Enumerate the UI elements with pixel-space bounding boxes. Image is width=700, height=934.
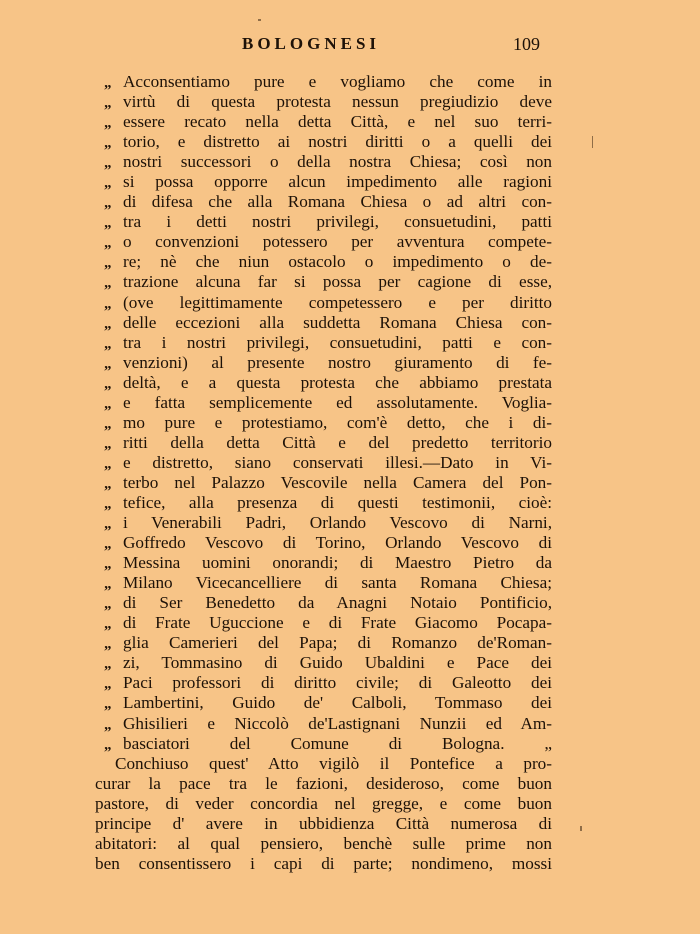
- line-text: terbo nel Palazzo Vescovile nella Camera del Pon-: [123, 472, 552, 492]
- quote-mark: „: [104, 636, 112, 653]
- text-line: [92, 533, 552, 553]
- line-text: basciatori del Comune di Bologna. „: [123, 733, 552, 753]
- quote-mark: „: [104, 716, 112, 733]
- quote-mark: „: [104, 375, 112, 392]
- line-text: ritti della detta Città e del predetto territorio: [123, 432, 552, 452]
- line-text: nostri successori o della nostra Chiesa; così non: [123, 152, 552, 172]
- quote-mark: „: [104, 596, 112, 613]
- quote-mark: „: [104, 475, 112, 492]
- quote-mark: „: [104, 195, 112, 212]
- text-line: [92, 754, 552, 774]
- line-text: e fatta semplicemente ed assolutamente. Voglia-: [123, 392, 552, 412]
- page-number: 109: [513, 34, 540, 54]
- line-text: Acconsentiamo pure e vogliamo che come in: [123, 72, 552, 91]
- line-text: pastore, di veder concordia nel gregge, e come buon: [95, 793, 552, 813]
- line-text: virtù di questa protesta nessun pregiudizio deve: [123, 92, 552, 112]
- quote-mark: „: [104, 576, 112, 593]
- quote-mark: „: [104, 656, 112, 673]
- quote-mark: „: [104, 536, 112, 553]
- quote-mark: „: [104, 115, 112, 132]
- quote-mark: „: [104, 295, 112, 312]
- line-text: tra i nostri privilegi, consuetudini, patti e con-: [123, 332, 552, 352]
- text-line: [92, 714, 552, 734]
- line-text: glia Camerieri del Papa; di Romanzo de'Roman-: [123, 633, 552, 653]
- text-line: [92, 212, 552, 232]
- quote-mark: „: [104, 95, 112, 112]
- line-text: zi, Tommasino di Guido Ubaldini e Pace dei: [123, 653, 552, 673]
- line-text: deltà, e a questa protesta che abbiamo prestata: [123, 372, 552, 392]
- quote-mark: „: [104, 315, 112, 332]
- line-text: di Ser Benedetto da Anagni Notaio Pontificio,: [123, 593, 552, 613]
- text-line: [92, 693, 552, 713]
- text-line: [92, 593, 552, 613]
- text-line: [92, 473, 552, 493]
- line-text: Lambertini, Guido de' Calboli, Tommaso dei: [123, 693, 552, 713]
- line-text: o convenzioni potessero per avventura compete-: [123, 232, 552, 252]
- text-line: [92, 453, 552, 473]
- text-line: [92, 854, 552, 874]
- line-text: Conchiuso quest' Atto vigilò il Pontefice a pro-: [115, 753, 552, 773]
- line-text: re; nè che niun ostacolo o impedimento o de-: [123, 252, 552, 272]
- quote-mark: „: [104, 516, 112, 533]
- print-speck: [258, 19, 261, 21]
- page-header: [92, 34, 544, 58]
- text-line: [92, 633, 552, 653]
- text-line: [92, 834, 552, 854]
- text-line: [92, 413, 552, 433]
- quote-mark: „: [104, 435, 112, 452]
- text-line: [92, 313, 552, 333]
- text-line: [92, 252, 552, 272]
- line-text: tefice, alla presenza di questi testimonii, cioè:: [123, 492, 552, 512]
- quote-mark: „: [104, 556, 112, 573]
- line-text: essere recato nella detta Città, e nel suo terri-: [123, 112, 552, 132]
- line-text: Goffredo Vescovo di Torino, Orlando Vescovo di: [123, 533, 552, 553]
- text-line: [92, 493, 552, 513]
- quote-mark: „: [104, 175, 112, 192]
- line-text: venzioni) al presente nostro giuramento di fe-: [123, 352, 552, 372]
- line-text: di difesa che alla Romana Chiesa o ad altri con-: [123, 192, 552, 212]
- line-text: si possa opporre alcun impedimento alle ragioni: [123, 172, 552, 192]
- quote-mark: „: [104, 616, 112, 633]
- quote-mark: „: [104, 75, 112, 91]
- line-text: ben consentissero i capi di parte; nondimeno, mossi: [95, 853, 552, 873]
- quote-mark: „: [104, 395, 112, 412]
- text-line: [92, 814, 552, 834]
- text-line: [92, 232, 552, 252]
- quote-mark: „: [104, 215, 112, 232]
- quote-mark: „: [104, 495, 112, 512]
- line-text: Paci professori di diritto civile; di Galeotto dei: [123, 673, 552, 693]
- line-text: trazione alcuna far si possa per cagione di esse,: [123, 272, 552, 292]
- line-text: Milano Vicecancelliere di santa Romana Chiesa;: [123, 573, 552, 593]
- text-line: [92, 112, 552, 132]
- line-text: torio, e distretto ai nostri diritti o a quelli dei: [123, 132, 552, 152]
- line-text: (ove legittimamente competessero e per diritto: [123, 292, 552, 312]
- text-line: [92, 653, 552, 673]
- text-line: [92, 192, 552, 212]
- print-speck: [580, 826, 582, 831]
- quote-mark: „: [104, 415, 112, 432]
- text-line: [92, 72, 552, 92]
- text-line: [92, 132, 552, 152]
- line-text: e distretto, siano conservati illesi.—Dato in Vi-: [123, 452, 552, 472]
- body-text: [92, 72, 552, 874]
- print-speck: [592, 136, 593, 148]
- quote-mark: „: [104, 455, 112, 472]
- line-text: principe d' avere in ubbidienza Città numerosa di: [95, 813, 552, 833]
- text-line: [92, 673, 552, 693]
- line-text: Messina uomini onorandi; di Maestro Pietro da: [123, 553, 552, 573]
- quote-mark: „: [104, 155, 112, 172]
- text-line: [92, 734, 552, 754]
- text-line: [92, 513, 552, 533]
- text-line: [92, 172, 552, 192]
- line-text: tra i detti nostri privilegi, consuetudini, patti: [123, 212, 552, 232]
- quote-mark: „: [104, 275, 112, 292]
- quote-mark: „: [104, 736, 112, 753]
- quote-mark: „: [104, 696, 112, 713]
- text-line: [92, 613, 552, 633]
- line-text: abitatori: al qual pensiero, benchè sulle prime non: [95, 833, 552, 853]
- quote-mark: „: [104, 135, 112, 152]
- running-title: BOLOGNESI: [242, 34, 381, 53]
- quote-mark: „: [104, 676, 112, 693]
- quote-mark: „: [104, 255, 112, 272]
- line-text: di Frate Uguccione e di Frate Giacomo Pocapa-: [123, 613, 552, 633]
- quote-mark: „: [104, 335, 112, 352]
- text-line: [92, 353, 552, 373]
- quote-mark: „: [104, 355, 112, 372]
- quote-mark: „: [104, 235, 112, 252]
- text-line: [92, 373, 552, 393]
- text-line: [92, 333, 552, 353]
- text-line: [92, 794, 552, 814]
- line-text: mo pure e protestiamo, com'è detto, che i di-: [123, 412, 552, 432]
- text-line: [92, 573, 552, 593]
- text-line: [92, 293, 552, 313]
- text-line: [92, 553, 552, 573]
- text-line: [92, 152, 552, 172]
- line-text: delle eccezioni alla suddetta Romana Chiesa con-: [123, 312, 552, 332]
- line-text: Ghisilieri e Niccolò de'Lastignani Nunzii ed Am-: [123, 713, 552, 733]
- text-line: [92, 393, 552, 413]
- text-line: [92, 433, 552, 453]
- text-line: [92, 92, 552, 112]
- text-line: [92, 774, 552, 794]
- line-text: curar la pace tra le fazioni, desideroso, come buon: [95, 773, 552, 793]
- line-text: i Venerabili Padri, Orlando Vescovo di Narni,: [123, 513, 552, 533]
- text-line: [92, 272, 552, 292]
